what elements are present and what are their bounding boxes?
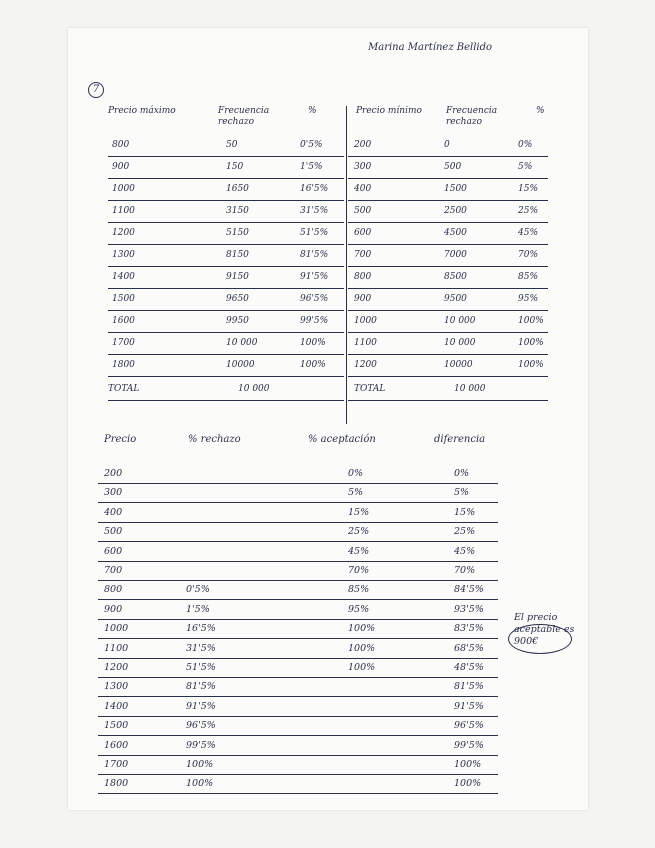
header-pct-right: % (536, 106, 545, 116)
cell-diferencia: 48'5% (454, 662, 484, 673)
cell-aceptacion: 100% (348, 642, 376, 654)
total-row (108, 380, 548, 401)
cell-diferencia: 100% (454, 778, 482, 790)
row-underline (348, 400, 548, 401)
cell-frecuencia-left: 150 (226, 162, 244, 172)
cell-pct-left: 0'5% (300, 140, 323, 150)
cell-precio: 600 (104, 545, 123, 557)
cell-frecuencia-right: 1500 (444, 184, 467, 194)
row-underline (98, 619, 498, 620)
row-underline (348, 178, 548, 179)
table-row (108, 312, 548, 333)
cell-precio-min: 300 (354, 162, 372, 172)
cell-aceptacion: 70% (348, 565, 370, 576)
total-left-value: 10 000 (238, 384, 270, 394)
row-underline (108, 310, 344, 311)
table-row (98, 699, 558, 717)
cell-rechazo: 100% (186, 759, 214, 770)
table-row (98, 718, 558, 736)
cell-precio: 1400 (104, 700, 129, 712)
cell-diferencia: 5% (454, 487, 470, 499)
row-underline (108, 222, 344, 223)
table-row (108, 268, 548, 289)
table-row (98, 582, 558, 600)
row-underline (108, 244, 344, 245)
cell-rechazo: 91'5% (186, 700, 216, 712)
conclusion-note: El precio aceptable es 900€ (514, 612, 575, 647)
row-underline (108, 200, 344, 201)
row-underline (348, 222, 548, 223)
cell-aceptacion: 100% (348, 662, 376, 673)
table-row (98, 660, 558, 678)
cell-precio: 1100 (104, 642, 129, 654)
cell-precio: 200 (104, 468, 123, 479)
cell-precio-min: 1100 (354, 338, 377, 348)
cell-frecuencia-left: 9150 (226, 272, 249, 282)
cell-pct-left: 100% (300, 338, 326, 348)
question-number: 7 (88, 82, 104, 98)
cell-frecuencia-right: 8500 (444, 272, 467, 282)
cell-pct-right: 95% (518, 294, 539, 304)
cell-precio: 900 (104, 603, 123, 615)
cell-aceptacion: 0% (348, 468, 364, 479)
cell-rechazo: 0'5% (186, 584, 210, 596)
row-underline (98, 696, 498, 697)
row-underline (98, 638, 498, 639)
row-underline (98, 793, 498, 794)
cell-diferencia: 96'5% (454, 720, 484, 732)
cell-precio-min: 200 (354, 140, 372, 150)
cell-pct-right: 25% (518, 206, 539, 216)
table-row (108, 136, 548, 157)
cell-precio: 800 (104, 584, 123, 596)
table-row (98, 505, 558, 523)
row-underline (108, 354, 344, 355)
row-underline (108, 376, 344, 377)
cell-diferencia: 45% (454, 545, 476, 557)
table-row (98, 679, 558, 697)
table-row (98, 621, 558, 639)
cell-pct-left: 96'5% (300, 294, 329, 304)
cell-aceptacion: 100% (348, 623, 376, 635)
cell-aceptacion: 85% (348, 584, 370, 596)
row-underline (348, 244, 548, 245)
cell-precio-min: 1200 (354, 360, 377, 370)
cell-precio-max: 1000 (112, 184, 135, 194)
cell-frecuencia-right: 2500 (444, 206, 467, 216)
row-underline (98, 541, 498, 542)
cell-diferencia: 70% (454, 565, 476, 576)
cell-frecuencia-left: 10 000 (226, 338, 258, 348)
row-underline (98, 522, 498, 523)
cell-frecuencia-left: 9650 (226, 294, 249, 304)
cell-precio-max: 1500 (112, 294, 135, 304)
row-underline (98, 658, 498, 659)
cell-precio-min: 700 (354, 250, 372, 260)
cell-pct-right: 45% (518, 228, 539, 238)
bottom-acceptance-table (98, 428, 558, 798)
cell-frecuencia-left: 50 (226, 140, 238, 150)
cell-precio-max: 1400 (112, 272, 135, 282)
row-underline (98, 716, 498, 717)
author-name: Marina Martínez Bellido (368, 42, 493, 53)
row-underline (348, 332, 548, 333)
cell-precio: 500 (104, 526, 123, 538)
cell-rechazo: 96'5% (186, 720, 216, 732)
table-row (108, 158, 548, 179)
cell-pct-right: 100% (518, 360, 544, 370)
cell-precio: 1000 (104, 623, 129, 635)
row-underline (98, 599, 498, 600)
cell-precio-max: 900 (112, 162, 130, 172)
table-row (108, 180, 548, 201)
cell-pct-left: 1'5% (300, 162, 323, 172)
cell-aceptacion: 25% (348, 526, 370, 538)
cell-precio-max: 1800 (112, 360, 135, 370)
header-frecuencia-rechazo-left: Frecuencia rechazo (218, 106, 270, 127)
cell-precio-max: 1100 (112, 206, 135, 216)
header-pct-aceptacion: % aceptación (308, 434, 376, 445)
cell-precio: 400 (104, 506, 123, 518)
cell-precio-max: 800 (112, 140, 130, 150)
row-underline (348, 310, 548, 311)
cell-pct-left: 99'5% (300, 316, 329, 326)
cell-pct-right: 85% (518, 272, 539, 282)
row-underline (108, 178, 344, 179)
cell-precio-min: 900 (354, 294, 372, 304)
table-row (108, 224, 548, 245)
cell-precio: 1800 (104, 778, 129, 790)
cell-diferencia: 84'5% (454, 584, 484, 596)
row-underline (98, 561, 498, 562)
cell-pct-right: 15% (518, 184, 539, 194)
cell-diferencia: 99'5% (454, 739, 484, 751)
cell-rechazo: 1'5% (186, 603, 210, 615)
row-underline (98, 483, 498, 484)
cell-frecuencia-left: 5150 (226, 228, 249, 238)
cell-aceptacion: 5% (348, 487, 364, 499)
table-row (108, 246, 548, 267)
row-underline (98, 677, 498, 678)
row-underline (98, 580, 498, 581)
table-row (98, 602, 558, 620)
row-underline (108, 266, 344, 267)
row-underline (108, 400, 344, 401)
table-row (108, 334, 548, 355)
cell-diferencia: 15% (454, 506, 476, 518)
row-underline (98, 755, 498, 756)
table-row (108, 202, 548, 223)
cell-pct-left: 31'5% (300, 206, 329, 216)
table-row (108, 356, 548, 377)
row-underline (348, 376, 548, 377)
row-underline (348, 200, 548, 201)
cell-precio-max: 1600 (112, 316, 135, 326)
cell-aceptacion: 15% (348, 506, 370, 518)
cell-diferencia: 25% (454, 526, 476, 538)
cell-diferencia: 0% (454, 468, 470, 479)
cell-pct-left: 91'5% (300, 272, 329, 282)
row-underline (98, 735, 498, 736)
table-row (98, 466, 558, 484)
cell-frecuencia-left: 10000 (226, 360, 255, 370)
row-underline (108, 156, 344, 157)
total-right-value: 10 000 (454, 384, 486, 394)
cell-precio: 1600 (104, 739, 129, 751)
cell-frecuencia-right: 500 (444, 162, 462, 172)
cell-precio-min: 400 (354, 184, 372, 194)
row-underline (348, 354, 548, 355)
cell-precio: 1700 (104, 759, 129, 770)
table-row (98, 641, 558, 659)
cell-precio-max: 1200 (112, 228, 135, 238)
cell-pct-left: 16'5% (300, 184, 329, 194)
cell-pct-right: 70% (518, 250, 539, 260)
table-row (98, 544, 558, 562)
table-row (98, 738, 558, 756)
header-diferencia: diferencia (434, 434, 486, 445)
header-pct-rechazo: % rechazo (188, 434, 241, 445)
cell-frecuencia-left: 8150 (226, 250, 249, 260)
cell-aceptacion: 45% (348, 545, 370, 557)
cell-precio: 1200 (104, 662, 129, 673)
cell-frecuencia-left: 1650 (226, 184, 249, 194)
row-underline (348, 288, 548, 289)
row-underline (348, 156, 548, 157)
cell-pct-right: 100% (518, 338, 544, 348)
cell-precio-min: 500 (354, 206, 372, 216)
handwritten-sheet (68, 28, 588, 810)
cell-frecuencia-left: 3150 (226, 206, 249, 216)
cell-precio: 700 (104, 565, 123, 576)
row-underline (108, 332, 344, 333)
cell-frecuencia-left: 9950 (226, 316, 249, 326)
cell-rechazo: 100% (186, 778, 214, 790)
cell-pct-right: 100% (518, 316, 544, 326)
cell-frecuencia-right: 0 (444, 140, 450, 150)
cell-pct-left: 100% (300, 360, 326, 370)
table-row (98, 757, 558, 775)
cell-precio: 1300 (104, 681, 129, 693)
cell-frecuencia-right: 4500 (444, 228, 467, 238)
cell-diferencia: 83'5% (454, 623, 484, 635)
row-underline (108, 288, 344, 289)
cell-diferencia: 68'5% (454, 642, 484, 654)
total-right-label: TOTAL (354, 384, 386, 394)
total-left-label: TOTAL (108, 384, 140, 394)
cell-frecuencia-right: 10 000 (444, 316, 476, 326)
cell-frecuencia-right: 10 000 (444, 338, 476, 348)
cell-precio: 1500 (104, 720, 129, 732)
header-precio-maximo: Precio máximo (108, 106, 176, 116)
cell-rechazo: 99'5% (186, 739, 216, 751)
table-row (98, 776, 558, 794)
header-precio: Precio (104, 434, 137, 445)
cell-precio: 300 (104, 487, 123, 499)
cell-diferencia: 93'5% (454, 603, 484, 615)
cell-diferencia: 91'5% (454, 700, 484, 712)
cell-frecuencia-right: 7000 (444, 250, 467, 260)
cell-pct-left: 81'5% (300, 250, 329, 260)
row-underline (348, 266, 548, 267)
top-frequency-table (108, 106, 548, 446)
header-frecuencia-rechazo-right: Frecuencia rechazo (446, 106, 498, 127)
table-row (98, 524, 558, 542)
cell-rechazo: 16'5% (186, 623, 216, 635)
header-pct-left: % (308, 106, 317, 116)
cell-rechazo: 51'5% (186, 662, 216, 673)
cell-precio-max: 1300 (112, 250, 135, 260)
cell-frecuencia-right: 9500 (444, 294, 467, 304)
table-row (98, 563, 558, 581)
cell-precio-min: 1000 (354, 316, 377, 326)
row-underline (98, 774, 498, 775)
cell-precio-max: 1700 (112, 338, 135, 348)
row-underline (98, 502, 498, 503)
cell-diferencia: 100% (454, 759, 482, 770)
cell-pct-right: 5% (518, 162, 533, 172)
cell-aceptacion: 95% (348, 603, 370, 615)
cell-rechazo: 31'5% (186, 642, 216, 654)
cell-precio-min: 600 (354, 228, 372, 238)
cell-precio-min: 800 (354, 272, 372, 282)
table-row (108, 290, 548, 311)
cell-pct-right: 0% (518, 140, 533, 150)
cell-pct-left: 51'5% (300, 228, 329, 238)
table-row (98, 485, 558, 503)
cell-diferencia: 81'5% (454, 681, 484, 693)
cell-rechazo: 81'5% (186, 681, 216, 693)
header-precio-minimo: Precio mínimo (356, 106, 422, 116)
cell-frecuencia-right: 10000 (444, 360, 473, 370)
